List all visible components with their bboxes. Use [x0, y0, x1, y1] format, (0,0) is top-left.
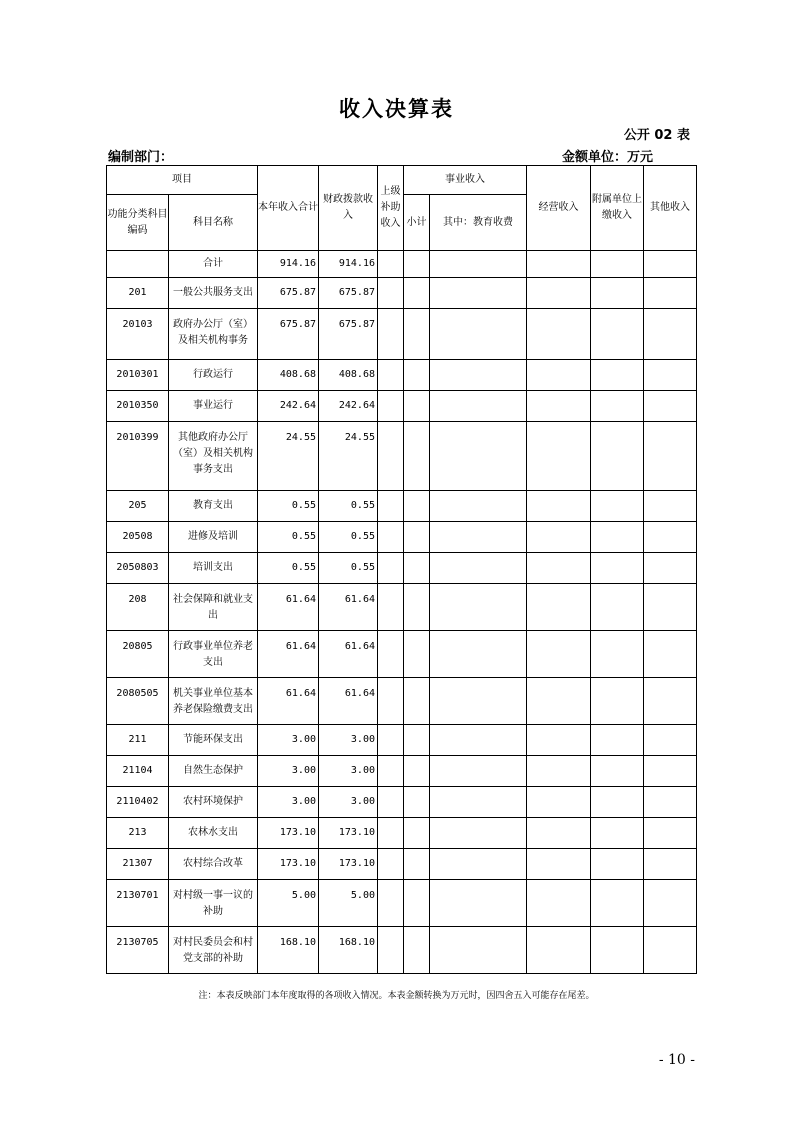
subject-name-cell: 节能环保支出 [169, 725, 258, 756]
superior-cell [378, 725, 404, 756]
fiscal-cell: 3.00 [319, 787, 378, 818]
func-code-cell: 213 [107, 818, 169, 849]
func-code-cell: 208 [107, 584, 169, 631]
other-cell [644, 391, 697, 422]
superior-cell [378, 927, 404, 974]
subject-name-cell: 进修及培训 [169, 522, 258, 553]
affiliated-cell [591, 631, 644, 678]
header-superior: 上级补助收入 [378, 166, 404, 251]
edu-cell [430, 725, 527, 756]
affiliated-cell [591, 818, 644, 849]
func-code-cell: 2080505 [107, 678, 169, 725]
subject-name-cell: 其他政府办公厅（室）及相关机构事务支出 [169, 422, 258, 491]
affiliated-cell [591, 522, 644, 553]
subject-name-cell: 社会保障和就业支出 [169, 584, 258, 631]
edu-cell [430, 391, 527, 422]
superior-cell [378, 880, 404, 927]
superior-cell [378, 522, 404, 553]
operating-cell [527, 584, 591, 631]
fiscal-cell: 3.00 [319, 725, 378, 756]
other-cell [644, 553, 697, 584]
edu-cell [430, 360, 527, 391]
header-affiliated: 附属单位上缴收入 [591, 166, 644, 251]
total-income-cell: 3.00 [258, 787, 319, 818]
other-cell [644, 309, 697, 360]
edu-cell [430, 927, 527, 974]
operating-cell [527, 391, 591, 422]
total-income-cell: 173.10 [258, 818, 319, 849]
total-income-cell: 3.00 [258, 756, 319, 787]
table-row [107, 756, 697, 787]
func-code-cell: 211 [107, 725, 169, 756]
subtotal-cell [404, 849, 430, 880]
total-income-cell: 173.10 [258, 849, 319, 880]
fiscal-cell: 914.16 [319, 251, 378, 278]
total-income-cell: 5.00 [258, 880, 319, 927]
total-income-cell: 675.87 [258, 278, 319, 309]
superior-cell [378, 553, 404, 584]
superior-cell [378, 849, 404, 880]
other-cell [644, 422, 697, 491]
total-income-cell: 914.16 [258, 251, 319, 278]
other-cell [644, 880, 697, 927]
func-code-cell: 201 [107, 278, 169, 309]
other-cell [644, 678, 697, 725]
affiliated-cell [591, 787, 644, 818]
fiscal-cell: 3.00 [319, 756, 378, 787]
other-cell [644, 491, 697, 522]
subject-name-cell: 农村综合改革 [169, 849, 258, 880]
affiliated-cell [591, 553, 644, 584]
operating-cell [527, 491, 591, 522]
other-cell [644, 278, 697, 309]
fiscal-cell: 0.55 [319, 553, 378, 584]
affiliated-cell [591, 584, 644, 631]
func-code-cell: 20508 [107, 522, 169, 553]
func-code-cell: 2010399 [107, 422, 169, 491]
total-income-cell: 168.10 [258, 927, 319, 974]
superior-cell [378, 787, 404, 818]
subtotal-cell [404, 725, 430, 756]
fiscal-cell: 24.55 [319, 422, 378, 491]
func-code-cell [107, 251, 169, 278]
func-code-cell: 2010350 [107, 391, 169, 422]
superior-cell [378, 818, 404, 849]
subject-name-cell: 农林水支出 [169, 818, 258, 849]
operating-cell [527, 678, 591, 725]
other-cell [644, 756, 697, 787]
fiscal-cell: 675.87 [319, 309, 378, 360]
operating-cell [527, 422, 591, 491]
subtotal-cell [404, 927, 430, 974]
func-code-cell: 2130701 [107, 880, 169, 927]
other-cell [644, 631, 697, 678]
fiscal-cell: 61.64 [319, 584, 378, 631]
subtotal-cell [404, 391, 430, 422]
func-code-cell: 20805 [107, 631, 169, 678]
dept-label: 编制部门： [108, 150, 174, 165]
fiscal-cell: 61.64 [319, 678, 378, 725]
header-subject-name: 科目名称 [169, 195, 258, 251]
form-number: 公开 02 表 [623, 128, 690, 143]
subtotal-cell [404, 584, 430, 631]
superior-cell [378, 391, 404, 422]
func-code-cell: 2110402 [107, 787, 169, 818]
operating-cell [527, 927, 591, 974]
operating-cell [527, 631, 591, 678]
table-row [107, 422, 697, 491]
operating-cell [527, 309, 591, 360]
affiliated-cell [591, 725, 644, 756]
func-code-cell: 2130705 [107, 927, 169, 974]
func-code-cell: 205 [107, 491, 169, 522]
subtotal-cell [404, 309, 430, 360]
subject-name-cell: 农村环境保护 [169, 787, 258, 818]
table-note: 注：本表反映部门本年度取得的各项收入情况。本表金额转换为万元时，因四舍五入可能存在尾差。 [198, 991, 595, 1001]
edu-cell [430, 309, 527, 360]
table-row [107, 251, 697, 278]
subject-name-cell: 对村级一事一议的补助 [169, 880, 258, 927]
table-row [107, 360, 697, 391]
page-number: - 10 - [658, 1052, 695, 1068]
edu-cell [430, 422, 527, 491]
table-row [107, 818, 697, 849]
header-edu: 其中：教育收费 [430, 195, 527, 251]
func-code-cell: 2050803 [107, 553, 169, 584]
subtotal-cell [404, 880, 430, 927]
superior-cell [378, 756, 404, 787]
edu-cell [430, 278, 527, 309]
operating-cell [527, 818, 591, 849]
header-total-income: 本年收入合计 [258, 166, 319, 251]
subtotal-cell [404, 422, 430, 491]
header-operating: 经营收入 [527, 166, 591, 251]
table-row [107, 278, 697, 309]
subject-name-cell: 对村民委员会和村党支部的补助 [169, 927, 258, 974]
superior-cell [378, 309, 404, 360]
fiscal-cell: 408.68 [319, 360, 378, 391]
operating-cell [527, 756, 591, 787]
affiliated-cell [591, 880, 644, 927]
table-row [107, 522, 697, 553]
superior-cell [378, 278, 404, 309]
subject-name-cell: 行政运行 [169, 360, 258, 391]
subtotal-cell [404, 818, 430, 849]
unit-label: 金额单位：万元 [561, 150, 653, 165]
total-income-cell: 0.55 [258, 491, 319, 522]
subject-name-cell: 政府办公厅（室）及相关机构事务 [169, 309, 258, 360]
other-cell [644, 584, 697, 631]
subtotal-cell [404, 491, 430, 522]
subject-name-cell: 机关事业单位基本养老保险缴费支出 [169, 678, 258, 725]
edu-cell [430, 584, 527, 631]
total-income-cell: 3.00 [258, 725, 319, 756]
other-cell [644, 787, 697, 818]
affiliated-cell [591, 278, 644, 309]
table-row [107, 725, 697, 756]
edu-cell [430, 787, 527, 818]
subject-name-cell: 事业运行 [169, 391, 258, 422]
fiscal-cell: 5.00 [319, 880, 378, 927]
income-table [106, 165, 697, 974]
table-row [107, 880, 697, 927]
edu-cell [430, 251, 527, 278]
total-income-cell: 61.64 [258, 631, 319, 678]
operating-cell [527, 880, 591, 927]
header-business: 事业收入 [404, 166, 527, 195]
superior-cell [378, 360, 404, 391]
total-income-cell: 408.68 [258, 360, 319, 391]
operating-cell [527, 849, 591, 880]
total-income-cell: 242.64 [258, 391, 319, 422]
superior-cell [378, 491, 404, 522]
operating-cell [527, 725, 591, 756]
superior-cell [378, 678, 404, 725]
affiliated-cell [591, 849, 644, 880]
affiliated-cell [591, 756, 644, 787]
operating-cell [527, 278, 591, 309]
other-cell [644, 522, 697, 553]
header-func-code: 功能分类科目编码 [107, 195, 169, 251]
other-cell [644, 818, 697, 849]
superior-cell [378, 631, 404, 678]
total-income-cell: 61.64 [258, 678, 319, 725]
superior-cell [378, 584, 404, 631]
table-row [107, 678, 697, 725]
operating-cell [527, 522, 591, 553]
total-income-cell: 675.87 [258, 309, 319, 360]
total-income-cell: 0.55 [258, 522, 319, 553]
total-income-cell: 24.55 [258, 422, 319, 491]
table-row [107, 849, 697, 880]
table-row [107, 927, 697, 974]
affiliated-cell [591, 422, 644, 491]
header-fiscal: 财政拨款收入 [319, 166, 378, 251]
operating-cell [527, 360, 591, 391]
table-row [107, 631, 697, 678]
total-income-cell: 0.55 [258, 553, 319, 584]
subject-name-cell: 教育支出 [169, 491, 258, 522]
superior-cell [378, 251, 404, 278]
header-other: 其他收入 [644, 166, 697, 251]
subtotal-cell [404, 278, 430, 309]
edu-cell [430, 491, 527, 522]
header-subtotal: 小计 [404, 195, 430, 251]
fiscal-cell: 168.10 [319, 927, 378, 974]
subtotal-cell [404, 360, 430, 391]
fiscal-cell: 61.64 [319, 631, 378, 678]
fiscal-cell: 0.55 [319, 522, 378, 553]
total-income-cell: 61.64 [258, 584, 319, 631]
header-item: 项目 [107, 166, 258, 195]
func-code-cell: 2010301 [107, 360, 169, 391]
fiscal-cell: 242.64 [319, 391, 378, 422]
table-row [107, 491, 697, 522]
table-row [107, 391, 697, 422]
operating-cell [527, 553, 591, 584]
other-cell [644, 849, 697, 880]
affiliated-cell [591, 360, 644, 391]
table-row [107, 584, 697, 631]
subtotal-cell [404, 756, 430, 787]
table-row [107, 309, 697, 360]
superior-cell [378, 422, 404, 491]
fiscal-cell: 0.55 [319, 491, 378, 522]
subtotal-cell [404, 787, 430, 818]
table-row [107, 553, 697, 584]
fiscal-cell: 173.10 [319, 818, 378, 849]
edu-cell [430, 678, 527, 725]
subtotal-cell [404, 631, 430, 678]
edu-cell [430, 818, 527, 849]
fiscal-cell: 173.10 [319, 849, 378, 880]
affiliated-cell [591, 251, 644, 278]
subtotal-cell [404, 522, 430, 553]
edu-cell [430, 553, 527, 584]
subject-name-cell: 培训支出 [169, 553, 258, 584]
edu-cell [430, 756, 527, 787]
func-code-cell: 21307 [107, 849, 169, 880]
edu-cell [430, 849, 527, 880]
subtotal-cell [404, 553, 430, 584]
affiliated-cell [591, 491, 644, 522]
subtotal-cell [404, 251, 430, 278]
operating-cell [527, 787, 591, 818]
other-cell [644, 725, 697, 756]
subtotal-cell [404, 678, 430, 725]
other-cell [644, 360, 697, 391]
other-cell [644, 251, 697, 278]
func-code-cell: 21104 [107, 756, 169, 787]
edu-cell [430, 522, 527, 553]
subject-name-cell: 自然生态保护 [169, 756, 258, 787]
subject-name-cell: 行政事业单位养老支出 [169, 631, 258, 678]
affiliated-cell [591, 678, 644, 725]
operating-cell [527, 251, 591, 278]
subject-name-cell: 一般公共服务支出 [169, 278, 258, 309]
edu-cell [430, 631, 527, 678]
page-title: 收入决算表 [339, 97, 454, 121]
other-cell [644, 927, 697, 974]
table-row [107, 787, 697, 818]
edu-cell [430, 880, 527, 927]
func-code-cell: 20103 [107, 309, 169, 360]
affiliated-cell [591, 309, 644, 360]
subject-name-cell: 合计 [169, 251, 258, 278]
affiliated-cell [591, 927, 644, 974]
fiscal-cell: 675.87 [319, 278, 378, 309]
affiliated-cell [591, 391, 644, 422]
